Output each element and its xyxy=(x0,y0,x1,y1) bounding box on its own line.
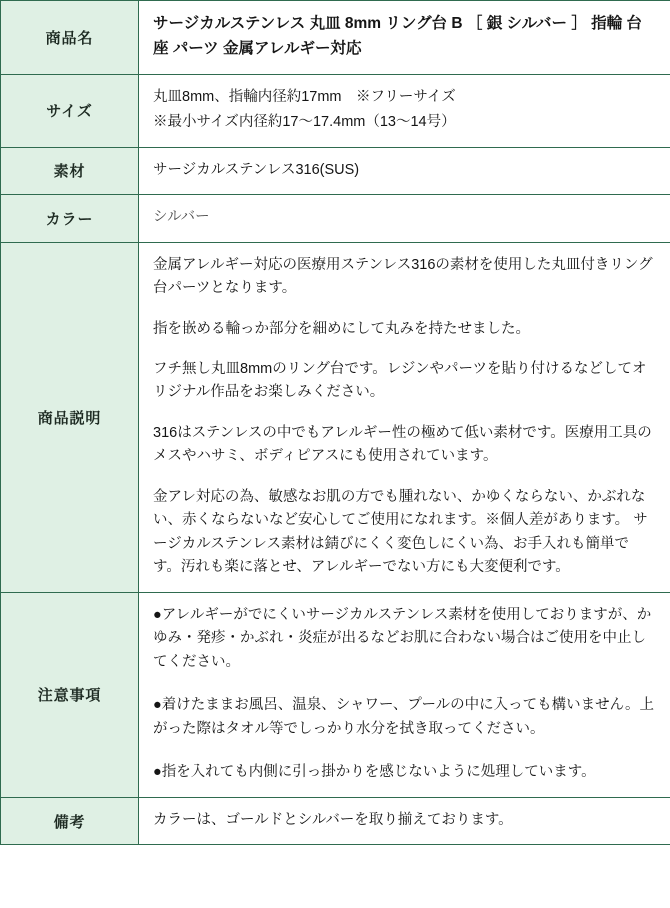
table-row xyxy=(1,74,670,147)
size-line-1: 丸皿8mm、指輪内径約17mm ※フリーサイズ xyxy=(153,88,456,105)
row-value-color xyxy=(139,195,670,242)
material-text: サージカルステンレス316(SUS) xyxy=(153,161,360,178)
row-label-description: 商品説明 xyxy=(1,242,139,592)
remarks-text: カラーは、ゴールドとシルバーを取り揃えております。 xyxy=(153,811,513,828)
row-label-size: サイズ xyxy=(1,74,139,147)
row-value-precautions xyxy=(139,592,670,797)
row-value-product-name xyxy=(139,1,670,75)
table-row xyxy=(1,195,670,242)
row-label-material: 素材 xyxy=(1,147,139,194)
precaution-paragraph: ●指を入れても内側に引っ掛かりを感じないように処理しています。 xyxy=(153,764,596,781)
row-label-remarks: 備考 xyxy=(1,797,139,844)
product-name-text: サージカルステンレス 丸皿 8mm リング台 B ［ 銀 シルバー ］ 指輪 台座 パーツ 金属アレルギー対応 xyxy=(153,15,642,57)
precaution-paragraph: ●アレルギーがでにくいサージカルステンレス素材を使用しておりますが、かゆみ・発疹・かぶれ・炎症が出るなどお肌に合わない場合はご使用を中止してください。 xyxy=(153,606,652,670)
table-row xyxy=(1,147,670,194)
row-value-description xyxy=(139,242,670,592)
color-text: シルバー xyxy=(153,209,210,226)
size-line-2: ※最小サイズ内径約17～17.4mm（13～14号） xyxy=(153,114,456,131)
description-paragraph: 金アレ対応の為、敏感なお肌の方でも腫れない、かゆくならない、かぶれない、赤くならないなど安心してご使用になれます。※個人差があります。 サージカルステンレス素材は錆びにくく変色しにくい為、お手入れも簡単です。汚れも楽に落とせ、アレルギーでない方にも大変便利です。 xyxy=(153,488,648,576)
row-label-precautions: 注意事項 xyxy=(1,592,139,797)
table-row xyxy=(1,242,670,592)
table-row xyxy=(1,592,670,797)
row-label-color: カラー xyxy=(1,195,139,242)
description-paragraph: 金属アレルギー対応の医療用ステンレス316の素材を使用した丸皿付きリング台パーツとなります。 xyxy=(153,256,653,297)
description-paragraph: 316はステンレスの中でもアレルギー性の極めて低い素材です。医療用工具のメスやハサミ、ボディピアスにも使用されています。 xyxy=(153,424,652,465)
row-label-product-name: 商品名 xyxy=(1,1,139,75)
table-row xyxy=(1,797,670,844)
description-paragraph: 指を嵌める輪っか部分を細めにして丸みを持たせました。 xyxy=(153,320,530,337)
precaution-paragraph: ●着けたままお風呂、温泉、シャワー、プールの中に入っても構いません。上がった際はタオル等でしっかり水分を拭き取ってください。 xyxy=(153,697,655,737)
row-value-material xyxy=(139,147,670,194)
description-paragraph: フチ無し丸皿8mmのリング台です。レジンやパーツを貼り付けるなどしてオリジナル作品をお楽しみください。 xyxy=(153,360,647,401)
row-value-remarks xyxy=(139,797,670,844)
spec-table-body xyxy=(1,1,670,845)
table-row xyxy=(1,1,670,75)
row-value-size xyxy=(139,74,670,147)
